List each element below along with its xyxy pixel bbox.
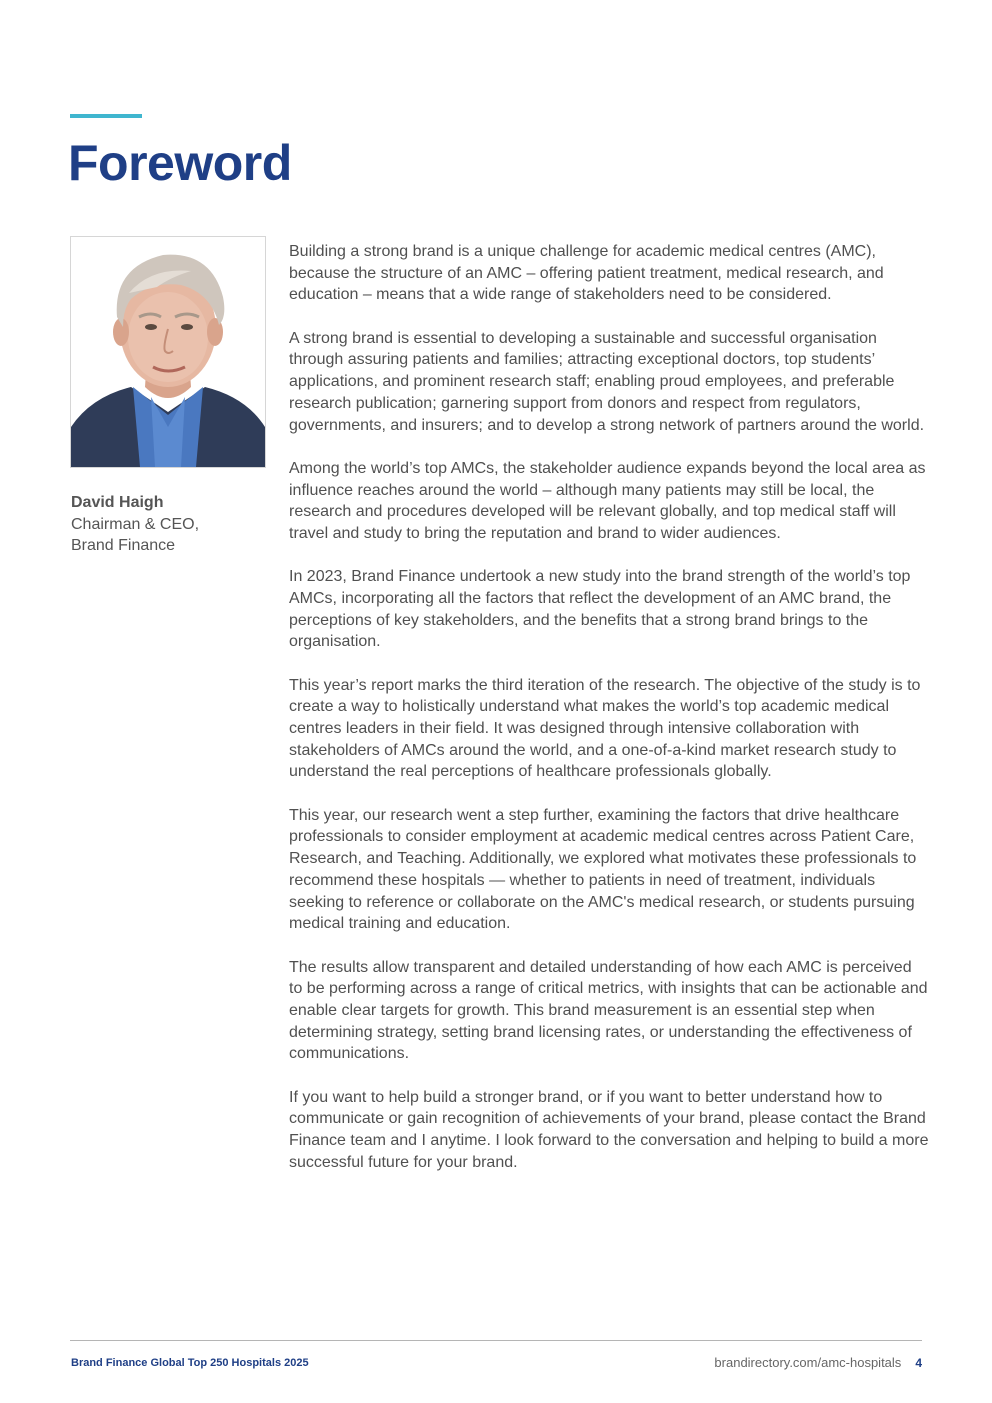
paragraph: If you want to help build a stronger brand, or if you want to better understand how to communicate or gain recognition of achievements of your brand, please contact the Brand Finance team and I anytime. I look forward to the conversation and helping to build a more successful future for your brand. [289, 1088, 929, 1171]
paragraph: Among the world’s top AMCs, the stakeholder audience expands beyond the local area as influence reaches around the world – although many patients may still be local, the research and procedures developed will be relevant globally, and top medical staff will travel and study to bring the reputation and brand to wider audiences. [289, 459, 926, 542]
author-name: David Haigh [71, 494, 164, 511]
page-title: Foreword [68, 135, 292, 191]
footer-publication: Brand Finance Global Top 250 Hospitals 2025 [71, 1357, 309, 1369]
paragraph: This year, our research went a step further, examining the factors that drive healthcare professionals to consider employment at academic medical centres across Patient Care, Research, and Teaching. Additionally, we explored what motivates these professionals to recommend these hospitals — whether to patients in need of treatment, individuals seeking to reference or collaborate on the AMC's medical research, or students pursuing medical training and education. [289, 806, 917, 933]
footer-divider [70, 1340, 922, 1341]
author-portrait [70, 236, 266, 468]
paragraph: In 2023, Brand Finance undertook a new study into the brand strength of the world’s top AMCs, incorporating all the factors that reflect the development of an AMC brand, the perceptions of key stakeholders, and the benefits that a strong brand brings to the organisation. [289, 568, 911, 651]
paragraph: A strong brand is essential to developing a sustainable and successful organisation through assuring patients and families; attracting exceptional doctors, top students’ applications, and prominent research staff; enabling proud employees, and preferable research publication; garnering support from donors and respect from regulators, governments, and insurers; and to develop a strong network of partners around the world. [289, 329, 925, 434]
footer-url[interactable]: brandirectory.com/amc-hospitals [714, 1355, 902, 1370]
paragraph: Building a strong brand is a unique challenge for academic medical centres (AMC), because the structure of an AMC – offering patient treatment, medical research, and education – means that a wide range of stakeholders need to be considered. [289, 243, 884, 304]
title-accent-line [70, 114, 142, 118]
foreword-body [289, 241, 929, 1195]
author-role: Chairman & CEO, [71, 516, 200, 533]
author-organisation: Brand Finance [71, 537, 176, 554]
portrait-image [71, 237, 265, 467]
paragraph: This year’s report marks the third iteration of the research. The objective of the study is to create a way to holistically understand what makes the world’s top academic medical centres leaders in their field. It was designed through intensive collaboration with stakeholders of AMCs around the world, and a one-of-a-kind market research study to understand the real perceptions of healthcare professionals globally. [289, 676, 921, 781]
footer-right [714, 1355, 922, 1370]
author-block [71, 492, 271, 556]
paragraph: The results allow transparent and detailed understanding of how each AMC is perceived to be performing across a range of critical metrics, with insights that can be actionable and enable clear targets for growth. This brand measurement is an essential step when determining strategy, setting brand licensing rates, or understanding the effectiveness of communications. [289, 958, 928, 1063]
page-number: 4 [915, 1356, 922, 1370]
